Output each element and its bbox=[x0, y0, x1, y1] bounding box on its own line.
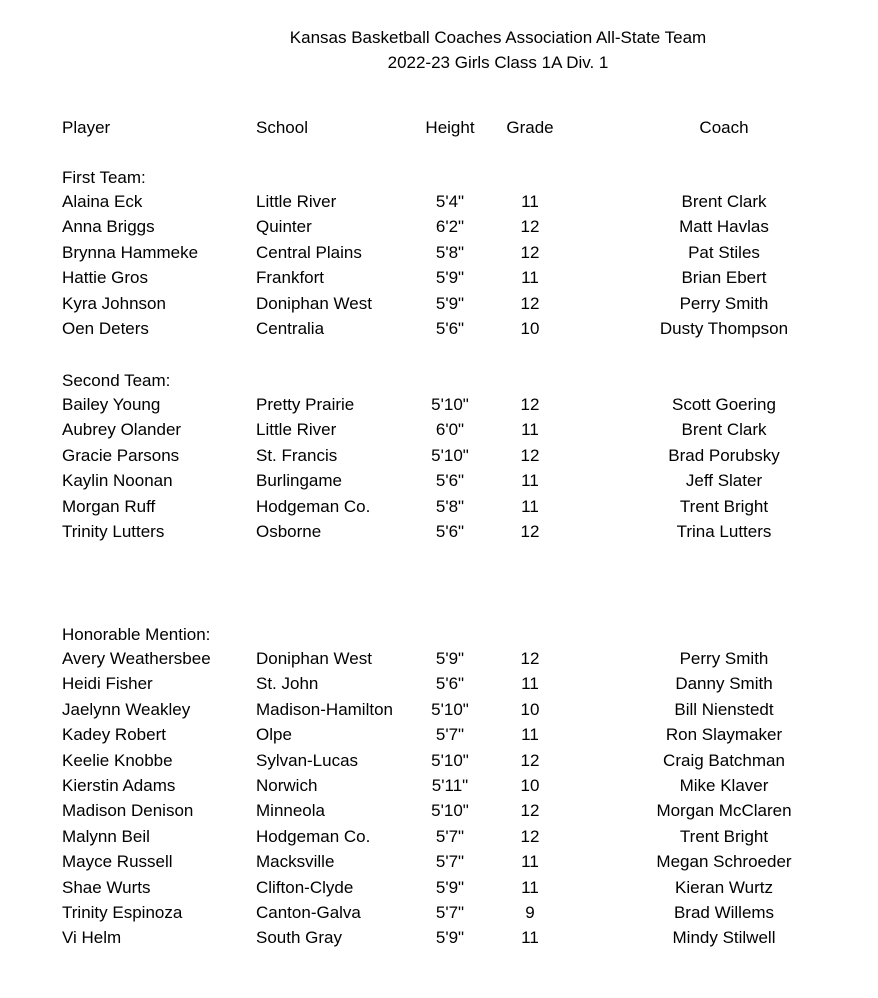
height-cell: 5'9" bbox=[435, 877, 465, 897]
school-cell: St. John bbox=[256, 674, 319, 694]
height-cell: 5'7" bbox=[435, 903, 465, 922]
coach-cell: Brad Porubsky bbox=[668, 445, 780, 465]
height-cell: 5'7" bbox=[435, 725, 465, 745]
player-cell: Avery Weathersbee bbox=[62, 649, 211, 668]
grade-cell: 11 bbox=[521, 852, 539, 872]
player-cell: Hattie Gros bbox=[62, 268, 148, 288]
height-cell: 5'10" bbox=[431, 801, 469, 821]
table-row bbox=[0, 928, 878, 950]
section-label: Second Team: bbox=[62, 371, 171, 390]
school-cell: South Gray bbox=[256, 928, 342, 948]
grade-cell: 11 bbox=[521, 471, 539, 491]
grade-cell: 11 bbox=[521, 674, 539, 694]
player-cell: Vi Helm bbox=[62, 928, 122, 948]
player-cell: Kierstin Adams bbox=[62, 776, 176, 795]
coach-cell: Mike Klaver bbox=[679, 776, 769, 795]
player-cell: Madison Denison bbox=[62, 801, 194, 821]
coach-cell: Bill Nienstedt bbox=[674, 699, 774, 719]
table-row bbox=[0, 268, 878, 290]
player-cell: Kyra Johnson bbox=[62, 293, 166, 313]
header-player: Player bbox=[62, 118, 111, 137]
height-cell: 5'7" bbox=[435, 852, 465, 872]
grade-cell: 12 bbox=[520, 217, 540, 237]
grade-cell: 12 bbox=[520, 293, 540, 313]
grade-cell: 12 bbox=[520, 242, 540, 262]
grade-cell: 9 bbox=[525, 903, 535, 922]
coach-cell: Kieran Wurtz bbox=[675, 877, 773, 897]
grade-cell: 12 bbox=[520, 522, 540, 541]
coach-cell: Danny Smith bbox=[675, 674, 773, 694]
coach-cell: Trent Bright bbox=[679, 496, 769, 516]
coach-cell: Brian Ebert bbox=[681, 268, 767, 288]
height-cell: 5'6" bbox=[435, 522, 465, 541]
table-row bbox=[0, 751, 878, 773]
school-cell: St. Francis bbox=[256, 445, 338, 465]
header-school: School bbox=[256, 118, 308, 137]
school-cell: Clifton-Clyde bbox=[256, 877, 354, 897]
player-cell: Kaylin Noonan bbox=[62, 471, 173, 491]
school-cell: Canton-Galva bbox=[256, 903, 361, 922]
school-cell: Hodgeman Co. bbox=[256, 826, 371, 846]
table-row bbox=[0, 319, 878, 341]
height-cell: 5'9" bbox=[435, 268, 465, 288]
school-cell: Minneola bbox=[256, 801, 325, 821]
coach-cell: Dusty Thompson bbox=[659, 319, 789, 338]
player-cell: Malynn Beil bbox=[62, 826, 150, 846]
school-cell: Central Plains bbox=[256, 242, 362, 262]
table-row bbox=[0, 217, 878, 239]
document-title: Kansas Basketball Coaches Association All-State Team bbox=[289, 28, 707, 47]
grade-cell: 11 bbox=[521, 268, 539, 288]
height-cell: 6'0" bbox=[435, 420, 465, 440]
school-cell: Madison-Hamilton bbox=[256, 699, 393, 719]
section-label: First Team: bbox=[62, 168, 146, 187]
table-row bbox=[0, 700, 878, 722]
table-row bbox=[0, 649, 878, 671]
player-cell: Shae Wurts bbox=[62, 877, 151, 897]
school-cell: Centralia bbox=[256, 319, 325, 338]
height-cell: 5'8" bbox=[435, 496, 465, 516]
player-cell: Anna Briggs bbox=[62, 217, 155, 237]
table-row bbox=[0, 776, 878, 798]
height-cell: 5'9" bbox=[435, 293, 465, 313]
player-cell: Keelie Knobbe bbox=[62, 750, 173, 770]
player-cell: Heidi Fisher bbox=[62, 674, 153, 694]
school-cell: Norwich bbox=[256, 776, 318, 795]
height-cell: 5'4" bbox=[435, 192, 465, 211]
grade-cell: 11 bbox=[521, 725, 539, 745]
height-cell: 5'10" bbox=[431, 750, 469, 770]
grade-cell: 10 bbox=[520, 319, 540, 338]
height-cell: 5'7" bbox=[435, 826, 465, 846]
player-cell: Alaina Eck bbox=[62, 192, 143, 211]
school-cell: Pretty Prairie bbox=[256, 395, 355, 414]
height-cell: 5'10" bbox=[431, 445, 469, 465]
coach-cell: Trent Bright bbox=[679, 826, 769, 846]
player-cell: Gracie Parsons bbox=[62, 445, 180, 465]
grade-cell: 11 bbox=[521, 496, 539, 516]
table-row bbox=[0, 446, 878, 468]
height-cell: 5'9" bbox=[435, 649, 465, 668]
school-cell: Sylvan-Lucas bbox=[256, 750, 359, 770]
grade-cell: 12 bbox=[520, 801, 540, 821]
table-row bbox=[0, 192, 878, 214]
school-cell: Doniphan West bbox=[256, 649, 372, 668]
school-cell: Frankfort bbox=[256, 268, 325, 288]
school-cell: Little River bbox=[256, 192, 337, 211]
player-cell: Mayce Russell bbox=[62, 852, 173, 872]
table-row bbox=[0, 827, 878, 849]
height-cell: 5'10" bbox=[431, 395, 469, 414]
coach-cell: Scott Goering bbox=[672, 395, 776, 414]
coach-cell: Brent Clark bbox=[681, 420, 767, 440]
table-row bbox=[0, 674, 878, 696]
coach-cell: Perry Smith bbox=[679, 293, 769, 313]
coach-cell: Mindy Stilwell bbox=[672, 928, 776, 948]
header-height: Height bbox=[425, 118, 475, 137]
height-cell: 5'11" bbox=[431, 776, 469, 795]
table-row bbox=[0, 294, 878, 316]
player-cell: Trinity Lutters bbox=[62, 522, 165, 541]
table-row bbox=[0, 903, 878, 925]
coach-cell: Perry Smith bbox=[679, 649, 769, 668]
coach-cell: Ron Slaymaker bbox=[665, 725, 783, 745]
coach-cell: Morgan McClaren bbox=[656, 801, 792, 821]
grade-cell: 12 bbox=[520, 649, 540, 668]
document-subtitle: 2022-23 Girls Class 1A Div. 1 bbox=[387, 53, 609, 72]
school-cell: Burlingame bbox=[256, 471, 342, 491]
table-row bbox=[0, 522, 878, 544]
player-cell: Aubrey Olander bbox=[62, 420, 182, 440]
coach-cell: Craig Batchman bbox=[663, 750, 785, 770]
coach-cell: Megan Schroeder bbox=[656, 852, 792, 872]
school-cell: Osborne bbox=[256, 522, 322, 541]
player-cell: Brynna Hammeke bbox=[62, 242, 199, 262]
section-label: Honorable Mention: bbox=[62, 625, 211, 644]
grade-cell: 10 bbox=[520, 699, 540, 719]
grade-cell: 11 bbox=[521, 877, 539, 897]
player-cell: Oen Deters bbox=[62, 319, 149, 338]
height-cell: 5'6" bbox=[435, 471, 465, 491]
header-coach: Coach bbox=[699, 118, 749, 137]
school-cell: Little River bbox=[256, 420, 337, 440]
player-cell: Bailey Young bbox=[62, 395, 161, 414]
grade-cell: 12 bbox=[520, 826, 540, 846]
grade-cell: 11 bbox=[521, 420, 539, 440]
player-cell: Trinity Espinoza bbox=[62, 903, 183, 922]
school-cell: Hodgeman Co. bbox=[256, 496, 371, 516]
grade-cell: 12 bbox=[520, 750, 540, 770]
coach-cell: Pat Stiles bbox=[688, 242, 760, 262]
school-cell: Olpe bbox=[256, 725, 292, 745]
grade-cell: 10 bbox=[520, 776, 540, 795]
table-row bbox=[0, 497, 878, 519]
coach-cell: Brent Clark bbox=[681, 192, 767, 211]
grade-cell: 11 bbox=[521, 928, 539, 948]
school-cell: Macksville bbox=[256, 852, 335, 872]
height-cell: 5'6" bbox=[435, 319, 465, 338]
height-cell: 6'2" bbox=[435, 217, 465, 237]
table-row bbox=[0, 243, 878, 265]
height-cell: 5'8" bbox=[435, 242, 465, 262]
player-cell: Jaelynn Weakley bbox=[62, 699, 191, 719]
coach-cell: Matt Havlas bbox=[679, 217, 769, 237]
table-row bbox=[0, 878, 878, 900]
table-row bbox=[0, 395, 878, 417]
player-cell: Morgan Ruff bbox=[62, 496, 156, 516]
school-cell: Doniphan West bbox=[256, 293, 372, 313]
school-cell: Quinter bbox=[256, 217, 312, 237]
table-row bbox=[0, 471, 878, 493]
coach-cell: Trina Lutters bbox=[676, 522, 772, 541]
height-cell: 5'10" bbox=[431, 699, 469, 719]
height-cell: 5'9" bbox=[435, 928, 465, 948]
table-row bbox=[0, 420, 878, 442]
table-row bbox=[0, 725, 878, 747]
player-cell: Kadey Robert bbox=[62, 725, 166, 745]
header-grade: Grade bbox=[506, 118, 554, 137]
coach-cell: Jeff Slater bbox=[685, 471, 763, 491]
height-cell: 5'6" bbox=[435, 674, 465, 694]
coach-cell: Brad Willems bbox=[673, 903, 775, 922]
grade-cell: 12 bbox=[520, 395, 540, 414]
grade-cell: 12 bbox=[520, 445, 540, 465]
table-row bbox=[0, 852, 878, 874]
table-row bbox=[0, 801, 878, 823]
grade-cell: 11 bbox=[521, 192, 539, 211]
